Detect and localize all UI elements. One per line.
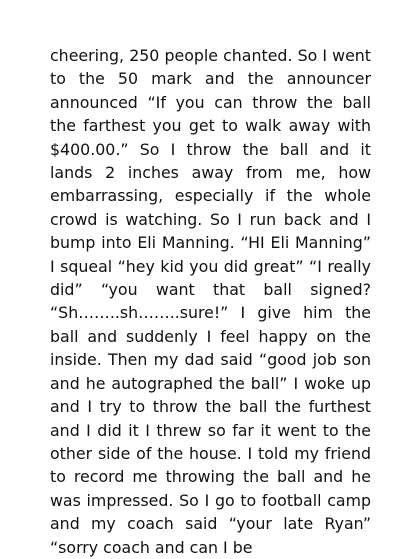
story-paragraph: cheering, 250 people chanted. So I went to the 50 mark and the announcer announced “If you can throw the ball the farthest you get to walk away with $400.00.” So I throw the ball and it lands 2 inches away from me, how embarrassing, especially if the whole crowd is watching. So I run back and I bump into Eli Manning. “HI Eli Manning” I squeal “hey kid you did great” “I really did” “you want that ball signed? “Sh……..sh……..sure!” I give him the ball and suddenly I feel happy on the inside. Then my dad said “good job son and he autographed the ball” I woke up and I try to throw the ball the furthest and I did it I threw so far it went to the other side of the house. I told my friend to record me throwing the ball and he was impressed. So I go to football camp and my coach said “your late Ryan” “sorry coach and can I be	[50, 46, 371, 557]
